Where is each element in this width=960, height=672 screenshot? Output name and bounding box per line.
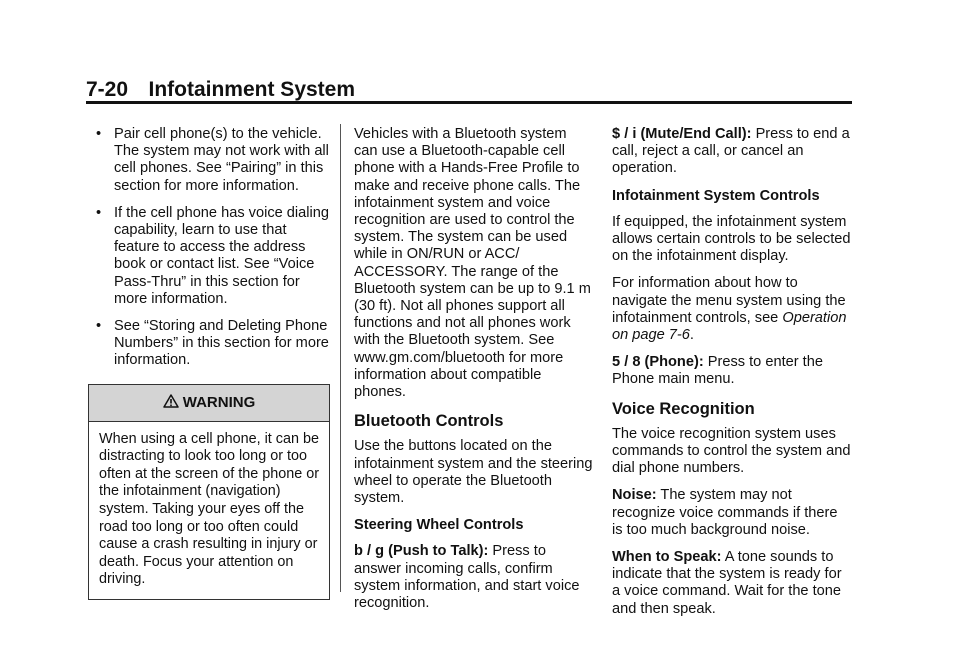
bullet-icon: • — [96, 204, 102, 221]
mute-icon: $ — [612, 126, 621, 142]
infotainment-controls-text: If equipped, the infotainment system allows certain controls to be selected on the infotainment display. — [612, 213, 851, 265]
noise-label: Noise: — [612, 487, 657, 504]
bullet-text: See “Storing and Deleting Phone Numbers” in this section for more information. — [114, 318, 329, 369]
push-to-talk-entry — [354, 543, 594, 612]
phone-label: (Phone): — [644, 354, 704, 371]
menu-navigation-sentence: For information about how to navigate the menu system using the infotainment controls, see — [612, 275, 846, 326]
column-1 — [96, 126, 332, 600]
warning-triangle-icon — [163, 394, 179, 408]
voice-recognition-heading: Voice Recognition — [612, 399, 755, 418]
steering-wheel-controls-heading: Steering Wheel Controls — [354, 517, 524, 534]
bullet-icon: • — [96, 318, 102, 335]
mute-end-call-label: (Mute/End Call): — [640, 126, 752, 142]
warning-header — [89, 385, 329, 422]
bluetooth-controls-text: Use the buttons located on the infotainment system and the steering wheel to operate the Bluetooth system. — [354, 438, 593, 507]
when-to-speak-entry — [612, 549, 852, 618]
list-item — [96, 318, 332, 370]
phone-icon: 5 — [612, 354, 621, 371]
list-item — [96, 126, 332, 195]
phone-entry — [612, 354, 852, 388]
when-to-speak-text: A tone sounds to indicate that the system is ready for a voice command. Wait for the tone and then speak. — [612, 549, 842, 617]
end-call-icon: i — [632, 126, 637, 142]
voice-icon: g — [375, 543, 385, 560]
bullet-text: Pair cell phone(s) to the vehicle. The system may not work with all cell phones. See “Pairing” in this section for more information. — [114, 126, 329, 194]
bullet-icon: • — [96, 126, 102, 142]
bluetooth-intro: Vehicles with a Bluetooth system can use a Bluetooth-capable cell phone with a Hands-Free Profile to make and receive phone calls. The infotainment system and voice recognition are used to control the system. The system can be used while in ON/RUN or ACC/ ACCESSORY. The range of the Bluetooth system can be up to 9.1 m (30 ft). Not all phones support all functions and not all phones work with the Bluetooth system. See www.gm.com/bluetooth for more information about compatible phones. — [354, 126, 591, 401]
when-to-speak-label: When to Speak: — [612, 549, 722, 566]
bullet-text: If the cell phone has voice dialing capability, learn to use that feature to access the address book or contact list. See “Voice Pass-Thru” in this section for more information. — [114, 204, 329, 307]
column-divider — [340, 124, 341, 592]
bluetooth-controls-heading: Bluetooth Controls — [354, 412, 504, 431]
push-to-talk-text: Press to answer incoming calls, confirm system information, and start voice recognition. — [354, 543, 580, 612]
page-number: 7-20 — [86, 78, 129, 101]
sentence-end: . — [689, 327, 694, 344]
operation-link[interactable]: Operation on page 7-6 — [612, 309, 847, 344]
noise-text: The system may not recognize voice commands if there is too much background noise. — [612, 487, 838, 538]
menu-navigation-text — [612, 275, 852, 344]
list-item — [96, 205, 332, 308]
header-rule — [86, 101, 852, 104]
noise-entry — [612, 487, 852, 539]
infotainment-controls-heading: Infotainment System Controls — [612, 187, 820, 204]
symbol-slash: / — [624, 126, 629, 142]
column-3 — [612, 126, 852, 628]
mute-end-call-entry — [612, 126, 852, 178]
warning-text: When using a cell phone, it can be distracting to look too long or too often at the screen of the phone or the infotainment (navigation) system. Taking your eyes off the road too long or too often could cause a crash resulting in injury or death. Focus your attention on driving. — [99, 430, 320, 588]
push-to-talk-label: (Push to Talk): — [388, 543, 489, 560]
phone-menu-icon: 8 — [632, 354, 641, 371]
mute-end-call-text: Press to end a call, reject a call, or cancel an operation. — [612, 126, 850, 177]
push-to-talk-icon: b — [354, 543, 363, 560]
page-title: Infotainment System — [148, 78, 356, 101]
warning-title: WARNING — [182, 393, 256, 411]
symbol-slash: / — [366, 543, 372, 560]
symbol-slash: / — [624, 354, 629, 371]
page-header — [86, 78, 852, 102]
phone-text: Press to enter the Phone main menu. — [612, 354, 823, 388]
voice-recognition-text: The voice recognition system uses commands to control the system and dial phone numbers. — [612, 425, 851, 477]
warning-box — [88, 384, 330, 600]
column-2 — [354, 126, 594, 622]
